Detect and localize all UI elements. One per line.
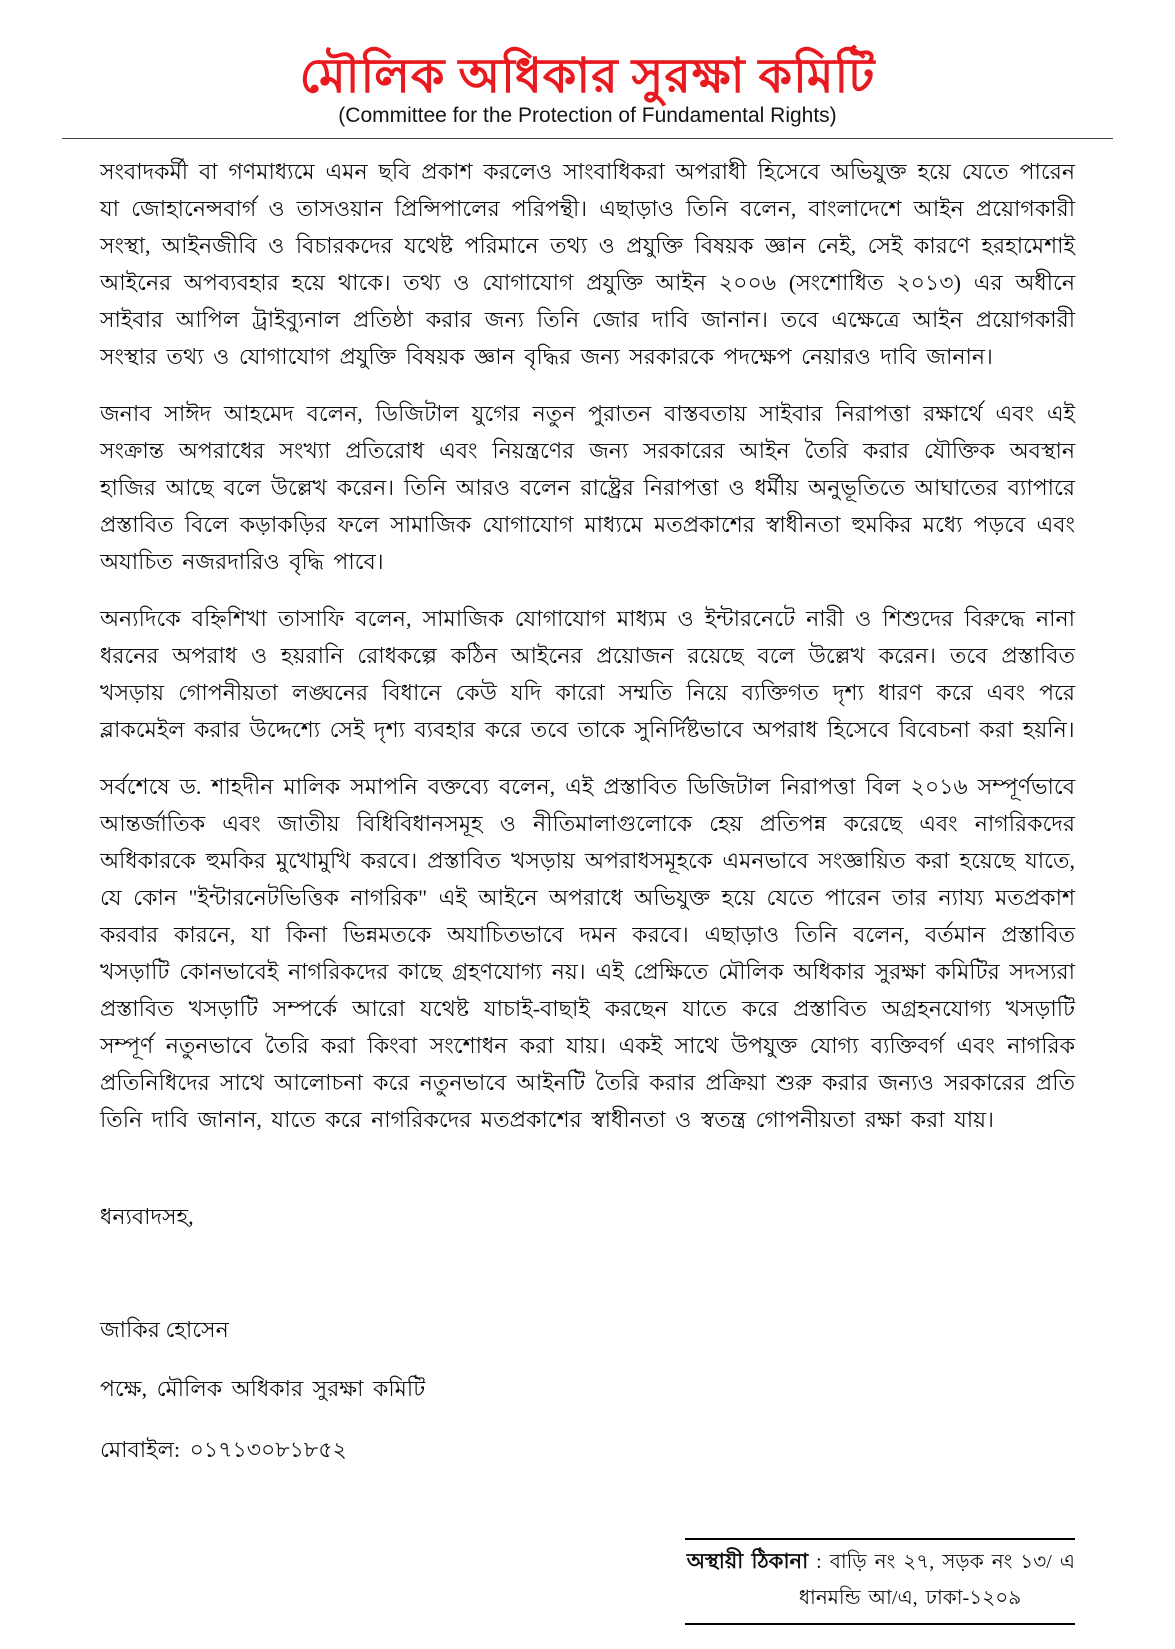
- org-title: মৌলিক অধিকার সুরক্ষা কমিটি: [299, 50, 876, 103]
- footer-address: [685, 1538, 1075, 1625]
- org-subtitle: (Committee for the Protection of Fundamental Rights): [338, 104, 837, 128]
- signer-organization: পক্ষে, মৌলিক অধিকার সুরক্ষা কমিটি: [100, 1376, 426, 1402]
- signature-block: [100, 1200, 1075, 1470]
- header-divider: [62, 138, 1113, 139]
- signer-mobile: মোবাইল: ০১৭১৩০৮১৮৫২: [100, 1437, 347, 1463]
- letterhead: [0, 0, 1175, 128]
- address-line-2: ধানমন্ডি আ/এ, ঢাকা-১২০৯: [798, 1587, 1022, 1609]
- paragraph-4: সর্বশেষে ড. শাহদীন মালিক সমাপনি বক্তব্যে বলেন, এই প্রস্তাবিত ডিজিটাল নিরাপত্তা বিল ২০১৬ সম্পূর্ণভাবে আন্তর্জাতিক এবং জাতীয় বিধিবিধানসমূহ ও নীতিমালাগুলোকে হেয় প্রতিপন্ন করেছে এবং নাগরিকদের অধিকারকে হুমকির মুখোমুখি করবে। প্রস্তাবিত খসড়ায় অপরাধসমূহকে এমনভাবে সংজ্ঞায়িত করা হয়েছে যাতে, যে কোন "ইন্টারনেটভিত্তিক নাগরিক" এই আইনে অপরাধে অভিযুক্ত হয়ে যেতে পারেন তার ন্যায্য মতপ্রকাশ করবার কারনে, যা কিনা ভিন্নমতকে অযাচিতভাবে দমন করবে। এছাড়াও তিনি বলেন, বর্তমান প্রস্তাবিত খসড়াটি কোনভাবেই নাগরিকদের কাছে গ্রহণযোগ্য নয়। এই প্রেক্ষিতে মৌলিক অধিকার সুরক্ষা কমিটির সদস্যরা প্রস্তাবিত খসড়াটি সম্পর্কে আরো যথেষ্ট যাচাই-বাছাই করছেন যাতে করে প্রস্তাবিত অগ্রহনযোগ্য খসড়াটি সম্পূর্ণ নতুনভাবে তৈরি করা কিংবা সংশোধন করা যায়। একই সাথে উপযুক্ত যোগ্য ব্যক্তিবর্গ এবং নাগরিক প্রতিনিধিদের সাথে আলোচনা করে নতুনভাবে আইনটি তৈরি করার প্রক্রিয়া শুরু করার জন্যও সরকারের প্রতি তিনি দাবি জানান, যাতে করে নাগরিকদের মতপ্রকাশের স্বাধীনতা ও স্বতন্ত্র গোপনীয়তা রক্ষা করা যায়।: [100, 774, 1075, 1133]
- paragraph-1: সংবাদকর্মী বা গণমাধ্যমে এমন ছবি প্রকাশ করলেও সাংবাধিকরা অপরাধী হিসেবে অভিযুক্ত হয়ে যেতে পারেন যা জোহানেন্সবার্গ ও তাসওয়ান প্রিন্সিপালের পরিপন্থী। এছাড়াও তিনি বলেন, বাংলাদেশে আইন প্রয়োগকারী সংস্থা, আইনজীবি ও বিচারকদের যথেষ্ট পরিমানে তথ্য ও প্রযুক্তি বিষয়ক জ্ঞান নেই, সেই কারণে হরহামেশাই আইনের অপব্যবহার হয়ে থাকে। তথ্য ও যোগাযোগ প্রযুক্তি আইন ২০০৬ (সংশোধিত ২০১৩) এর অধীনে সাইবার আপিল ট্রাইব্যুনাল প্রতিষ্ঠা করার জন্য তিনি জোর দাবি জানান। তবে এক্ষেত্রে আইন প্রয়োগকারী সংস্থার তথ্য ও যোগাযোগ প্রযুক্তি বিষয়ক জ্ঞান বৃদ্ধির জন্য সরকারকে পদক্ষেপ নেয়ারও দাবি জানান।: [100, 159, 1075, 370]
- letter-body: [100, 153, 1075, 1138]
- address-line-1-text: : বাড়ি নং ২৭, সড়ক নং ১৩/ এ: [808, 1551, 1075, 1573]
- closing-thanks: ধন্যবাদসহ,: [100, 1204, 194, 1230]
- paragraph-3: অন্যদিকে বহ্নিশিখা তাসাফি বলেন, সামাজিক যোগাযোগ মাধ্যম ও ইন্টারনেটে নারী ও শিশুদের বিরুদ্ধে নানা ধরনের অপরাধ ও হয়রানি রোধকল্পে কঠিন আইনের প্রয়োজন রয়েছে বলে উল্লেখ করেন। তবে প্রস্তাবিত খসড়ায় গোপনীয়তা লঙ্ঘনের বিধানে কেউ যদি কারো সম্মতি নিয়ে ব্যক্তিগত দৃশ্য ধারণ করে এবং পরে ব্লাকমেইল করার উদ্দেশ্যে সেই দৃশ্য ব্যবহার করে তবে তাকে সুনির্দিষ্টভাবে অপরাধ হিসেবে বিবেচনা করা হয়নি।: [100, 606, 1075, 743]
- address-line-1: [685, 1545, 1075, 1580]
- paragraph-2: জনাব সাঈদ আহমেদ বলেন, ডিজিটাল যুগের নতুন পুরাতন বাস্তবতায় সাইবার নিরাপত্তা রক্ষার্থে এবং এই সংক্রান্ত অপরাধের সংখ্যা প্রতিরোধ এবং নিয়ন্ত্রণের জন্য সরকারের আইন তৈরি করার যৌক্তিক অবস্থান হাজির আছে বলে উল্লেখ করেন। তিনি আরও বলেন রাষ্ট্রের নিরাপত্তা ও ধর্মীয় অনুভূতিতে আঘাতের ব্যাপারে প্রস্তাবিত বিলে কড়াকড়ির ফলে সামাজিক যোগাযোগ মাধ্যমে মতপ্রকাশের স্বাধীনতা হুমকির মধ্যে পড়বে এবং অযাচিত নজরদারিও বৃদ্ধি পাবে।: [100, 401, 1075, 575]
- address-label: অস্থায়ী ঠিকানা: [686, 1549, 809, 1573]
- signer-name: জাকির হোসেন: [100, 1317, 229, 1343]
